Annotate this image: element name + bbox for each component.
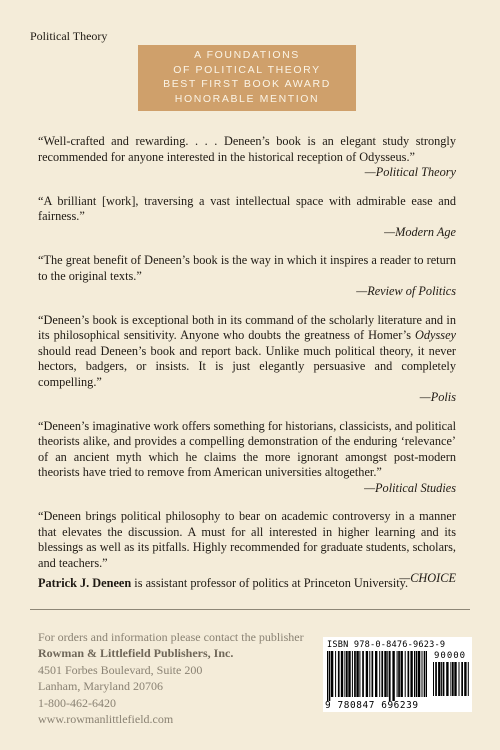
addon-barcode-bars: [433, 662, 469, 700]
barcode-bar: [452, 662, 454, 696]
barcode-bar: [392, 651, 394, 701]
review-text: “Deneen’s imaginative work offers something for historians, classicists, and political theorists alike, and provides a compelling demonstration of the enduring ‘relevance’ of an ancient myth which he claims the more ignorant amongst post-modern theorists have tried to remove from American universities altogether.”: [38, 418, 456, 479]
review-text: “Deneen brings political philosophy to bear on academic controversy in a manner that elevates the discussion. A must for all interested in higher learning and its blessings as well as its pitfalls. Highly recommended for graduate students, scholars, and teachers.”: [38, 509, 456, 570]
award-badge: [138, 45, 356, 111]
barcode-bar: [354, 651, 356, 697]
barcode-bar: [435, 662, 437, 696]
barcode-bar: [341, 651, 343, 697]
review-text: [38, 313, 456, 391]
barcode-bar: [433, 662, 434, 696]
publisher-intro: For orders and information please contact the publisher: [38, 630, 304, 644]
review-source: —Modern Age: [384, 224, 456, 239]
category-label: Political Theory: [30, 29, 108, 43]
barcode-bar: [344, 651, 345, 697]
barcode-bar: [329, 651, 331, 701]
review: [38, 419, 456, 497]
barcode-bar: [426, 651, 427, 697]
review-source: —Review of Politics: [356, 284, 456, 298]
publisher-website: www.rowmanlittlefield.com: [38, 712, 174, 727]
review-source: —Political Studies: [364, 480, 456, 495]
barcode-bar: [366, 651, 368, 697]
barcode-bar: [443, 662, 445, 696]
barcode-bar: [384, 651, 386, 697]
review: [38, 253, 456, 300]
barcode-bar: [468, 662, 469, 696]
barcode-bar: [454, 662, 456, 696]
divider: [30, 609, 470, 610]
barcode-bar: [424, 651, 426, 697]
review-text-part: “Deneen’s book is exceptional both in its command of the scholarly literature and in its philosophical sensitivity. Anyone who doubts the greatness of Homer’s: [38, 312, 456, 342]
publisher-address: Lanham, Maryland 20706: [38, 679, 163, 694]
barcode-bar: [359, 651, 360, 697]
review-source: —Polis: [419, 390, 456, 404]
barcode-bar: [389, 651, 391, 701]
author-bio: [38, 576, 468, 591]
barcode-bar: [446, 662, 448, 696]
award-line: OF POLITICAL THEORY: [173, 63, 321, 76]
barcode-bar: [387, 651, 388, 697]
barcode-bar: [450, 662, 451, 696]
publisher-address: 4501 Forbes Boulevard, Suite 200: [38, 662, 203, 677]
barcode-bar: [418, 651, 420, 697]
award-line: BEST FIRST BOOK AWARD: [163, 78, 331, 90]
ean-barcode-bars: [327, 651, 427, 701]
review: [38, 194, 456, 241]
barcode-bar: [397, 651, 398, 697]
review-text: “A brilliant [work], traversing a vast intellectual space with admirable ease and fairness.”: [38, 193, 456, 223]
barcode-bar: [335, 651, 336, 697]
barcode-bar: [375, 651, 377, 697]
review-source: —Political Theory: [364, 165, 456, 179]
barcode-bar: [416, 651, 418, 697]
barcode-bar: [381, 651, 383, 697]
review-text-part: should read Deneen’s book and report back. Unlike much political theory, it never hectors, badgers, or insists. It is just elegantly persuasive and completely compelling.”: [38, 343, 456, 389]
addon-digits: 90000: [434, 651, 467, 661]
barcode-bar: [331, 651, 333, 697]
publisher-phone: 1-800-462-6420: [38, 695, 116, 710]
barcode-bar: [405, 651, 406, 697]
barcode-bar: [352, 651, 353, 697]
barcode-bar: [464, 662, 466, 696]
barcode-bar: [327, 651, 328, 701]
reviews-list: [38, 134, 456, 600]
isbn-label: ISBN 978-0-8476-9623-9: [327, 640, 446, 650]
review-text: “The great benefit of Deneen’s book is the way in which it inspires a reader to return to the original texts.”: [38, 253, 456, 283]
barcode-bar: [379, 651, 380, 697]
award-line: HONORABLE MENTION: [174, 92, 320, 105]
barcode-bar: [372, 651, 374, 697]
author-name: Patrick J. Deneen: [38, 576, 132, 590]
barcode-bar: [410, 651, 412, 697]
barcode-bar: [414, 651, 415, 697]
review-source: —CHOICE: [399, 571, 456, 585]
book-title: Odyssey: [415, 328, 456, 342]
award-line: A FOUNDATIONS: [194, 49, 300, 61]
barcode-bar: [441, 662, 442, 696]
review-text: “Well-crafted and rewarding. . . . Deneen’s book is an elegant study strongly recommended for anyone interested in the historical reception of Odysseus.”: [38, 134, 456, 164]
review: [38, 134, 456, 181]
barcode-bar: [356, 651, 358, 697]
publisher-name: Rowman & Littlefield Publishers, Inc.: [38, 646, 234, 661]
ean-digits: 9 780847 696239: [325, 700, 419, 711]
barcode-bar: [346, 651, 348, 697]
publisher-info: [38, 629, 304, 727]
barcode: [323, 637, 472, 712]
author-bio-text: is assistant professor of politics at Princeton University.: [131, 576, 409, 590]
barcode-bar: [362, 651, 364, 697]
review: [38, 313, 456, 406]
barcode-bar: [401, 651, 403, 697]
review: [38, 509, 456, 587]
barcode-bar: [408, 651, 410, 697]
barcode-bar: [398, 651, 400, 697]
barcode-bar: [438, 662, 440, 696]
barcode-bar: [461, 662, 463, 696]
barcode-bar: [338, 651, 340, 697]
barcode-bar: [348, 651, 350, 697]
barcode-bar: [422, 651, 423, 697]
barcode-bar: [459, 662, 460, 696]
barcode-bar: [369, 651, 370, 697]
